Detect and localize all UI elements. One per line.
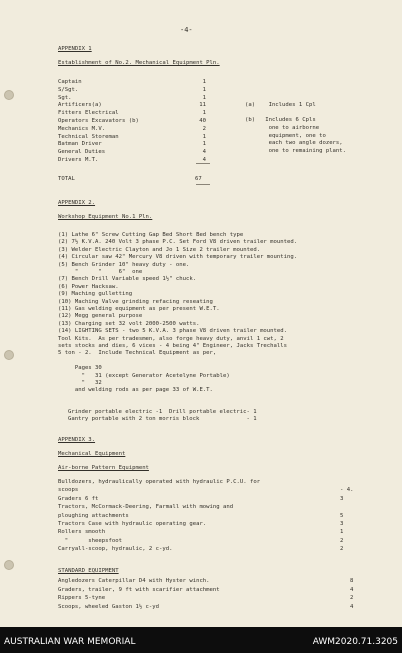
total-label: TOTAL [58,176,75,182]
establishment-role: Drivers M.T. [58,157,99,163]
total-underline [196,184,210,185]
footer-accession: AWM2020.71.3205 [312,637,398,647]
establishment-role: Mechanics M.V. [58,125,106,132]
workshop-item: (3) Welder Electric Clayton and Jo 1 Size 2 trailer mounted. [58,246,261,253]
workshop-item: (5) Bench Grinder 10" heavy duty - one. [58,261,190,268]
establishment-qty: 1 [202,79,206,85]
establishment-qty: 1 [202,141,206,148]
portable-tool-line: Grinder portable electric -1 Drill portable electric- 1 [68,409,257,415]
airborne-qty: 2 [340,546,344,553]
establishment-note: equipment, one to [245,132,326,139]
total-value: 67 [195,176,202,182]
workshop-item: Tool Kits. As per tradesmen, also forge heavy duty, anvil 1 cwt, 2 [58,335,284,342]
standard-qty: 4 [350,586,354,593]
standard-item: Rippers 5-tyne [58,595,106,602]
appendix-2-subtitle: Workshop Equipment No.1 Pln. [58,214,153,220]
appendix-1-subtitle: Establishment of No.2. Mechanical Equipment Pln. [58,60,220,66]
standard-qty: 2 [350,595,354,602]
page-number: -4- [180,26,193,34]
establishment-role: Sgt. [58,94,72,101]
standard-qty: 8 [350,578,354,584]
airborne-qty: 5 [340,512,344,519]
establishment-qty: 4 [202,157,206,163]
workshop-item: (1) Lathe 6" Screw Cutting Gap Bed Short Bed bench type [58,232,244,238]
establishment-note: (a) Includes 1 Cpl [245,102,316,108]
workshop-item: (11) Gas welding equipment as per present W.E.T. [58,306,220,312]
airborne-item: Tractors, McCormack-Deering, Farmall with mowing and [58,504,234,511]
standard-qty: 4 [350,603,354,610]
airborne-qty: 3 [340,495,344,502]
establishment-role: Batman Driver [58,141,102,148]
workshop-item: (10) Maching Valve grinding refacing reseating [58,298,213,305]
standard-item: Scoops, wheeled Gaston 1½ c-yd [58,603,160,610]
airborne-item: scoops [58,487,79,494]
appendix-1-title: APPENDIX 1 [58,46,92,52]
workshop-item: Pages 30 [58,365,102,372]
airborne-item: Rollers smooth [58,529,106,536]
airborne-item: " sheepsfoot [58,537,122,544]
footer-bar [0,627,402,653]
airborne-item: Tractors Case with hydraulic operating gear. [58,521,207,527]
establishment-qty: 1 [202,86,206,93]
standard-heading: STANDARD EQUIPMENT [58,568,119,574]
airborne-qty: 2 [340,537,344,544]
establishment-role: General Duties [58,149,106,156]
appendix-3-subtitle: Mechanical Equipment [58,451,126,457]
workshop-item: " 32 [58,380,102,386]
total-rule [196,163,210,164]
establishment-qty: 11 [199,102,206,109]
airborne-item: Bulldozers, hydraulically operated with hydraulic P.C.U. for [58,479,261,485]
establishment-qty: 1 [202,94,206,101]
airborne-item: ploughing attachments [58,512,129,519]
establishment-note: one to remaining plant. [245,148,347,155]
establishment-role: Captain [58,79,82,85]
establishment-qty: 40 [199,118,206,124]
workshop-item: 5 ton - 2. Include Technical Equipment as per, [58,350,217,357]
workshop-item: (7) Bench Drill Variable speed 1½" chuck. [58,276,197,283]
establishment-note: (b) Includes 6 Cpls [245,117,316,123]
workshop-item: (12) Megg general purpose [58,313,143,320]
establishment-role: Technical Storeman [58,133,119,140]
airborne-item: Graders 6 ft [58,495,99,502]
workshop-item: and welding rods as per page 33 of W.E.T. [58,387,213,394]
airborne-heading: Air-borne Pattern Equipment [58,465,149,471]
punch-hole [4,350,14,360]
establishment-qty: 1 [202,133,206,140]
workshop-item: (2) 7½ K.V.A. 240 Volt 3 phase P.C. Set Ford V8 driven trailer mounted. [58,239,298,246]
workshop-item: (13) Charging set 32 volt 2000-2500 watts. [58,320,200,327]
airborne-item: Carryall-scoop, hydraulic, 2 c-yd. [58,546,173,553]
establishment-role: Operators Excavators (b) [58,118,139,124]
appendix-3-title: APPENDIX 3. [58,437,96,443]
establishment-role: Artificers(a) [58,102,102,109]
workshop-item: " " 6" one [58,269,143,275]
workshop-item: " 31 (except Generator Acetelyne Portable) [58,372,230,379]
establishment-role: Fitters Electrical [58,110,119,117]
standard-item: Graders, trailer, 9 ft with scarifier attachment [58,586,220,593]
airborne-qty: 3 [340,521,344,527]
punch-hole [4,560,14,570]
workshop-item: (6) Power Hacksaw. [58,283,119,290]
establishment-role: S/Sgt. [58,86,79,93]
establishment-note: each two angle dozers, [245,140,343,147]
footer-source: AUSTRALIAN WAR MEMORIAL [4,637,136,647]
appendix-2-title: APPENDIX 2. [58,200,96,206]
workshop-item: (14) LIGHTING SETS - two 5 K.V.A. 3 phase V8 driven trailer mounted. [58,328,288,335]
establishment-qty: 1 [202,110,206,117]
workshop-item: (9) Maching gulletting [58,291,133,298]
establishment-qty: 2 [202,125,206,132]
workshop-item: sets stocks and dies, 6 vices - 4 being 4" Engineer, Jacks Trechalls [58,343,288,349]
establishment-qty: 4 [202,149,206,156]
punch-hole [4,90,14,100]
workshop-item: (4) Circular saw 42" Mercury V8 driven with temporary trailer mounting. [58,254,298,261]
establishment-note: one to airborne [245,124,320,131]
airborne-qty: - 4. [340,487,354,494]
standard-item: Angledozers Caterpillar D4 with Hyster winch. [58,578,210,584]
portable-tool-line: Gantry portable with 2 ton morris block - 1 [68,416,257,422]
airborne-qty: 1 [340,529,344,536]
